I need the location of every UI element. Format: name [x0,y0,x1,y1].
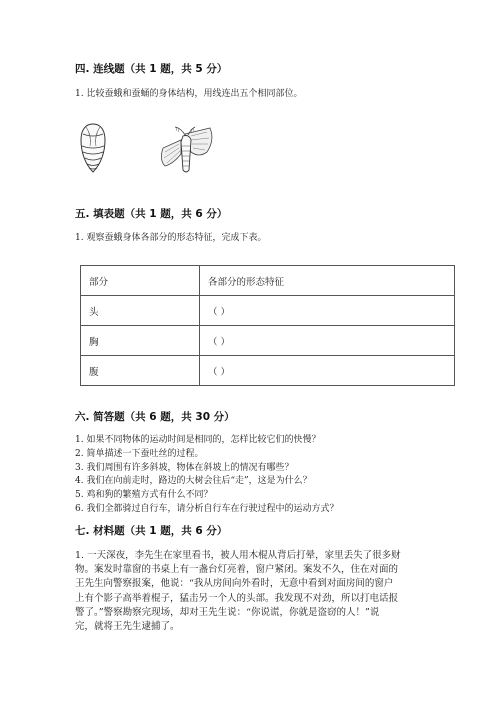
list-item: 2. 简单描述一下蚕吐丝的过程。 [75,448,204,459]
table-header-features: 各部分的形态特征 [200,266,455,296]
paragraph-line: 上有个影子高举着棍子，猛击另一个人的头部。我发现不对劲，所以打电话报 [75,592,399,604]
table-header-row [81,266,455,296]
paragraph-line: 1. 一天深夜，李先生在家里看书，被人用木棍从背后打晕，家里丢失了很多财 [75,550,401,561]
list-item: 4. 我们在向前走时，路边的大树会往后“走”，这是为什么？ [75,476,312,487]
paragraph-line: 王先生向警察报案，他说：“我从房间向外看时，无意中看到对面房间的窗户 [75,578,394,590]
paragraph-line: 完，就将王先生逮捕了。 [75,621,180,633]
section-title-matching: 四. 连线题（共 1 题，共 5 分） [75,63,228,75]
silkmoth-icon [155,126,217,176]
table-cell-part: 腹 [81,356,200,386]
table-row [81,296,455,326]
table-cell-answer: （ ） [200,296,455,326]
features-table [80,265,455,386]
short-answer-list [75,434,338,517]
table-row [81,326,455,356]
paragraph-line: 物。案发时靠窗的书桌上有一盏台灯亮着，窗户紧闭。案发不久，住在对面的 [75,564,399,576]
question-matching: 1. 比较蚕蛾和蚕蛹的身体结构，用线连出五个相同部位。 [75,89,303,99]
table-header-part: 部分 [81,266,200,296]
table-cell-answer: （ ） [200,326,455,356]
list-item: 1. 如果不同物体的运动时间是相同的，怎样比较它们的快慢？ [75,435,321,445]
table-cell-part: 头 [81,296,200,326]
material-paragraph [75,549,460,634]
section-title-material: 七. 材料题（共 1 题，共 6 分） [75,525,228,537]
table-cell-answer: （ ） [200,356,455,386]
question-table: 1. 观察蚕蛾身体各部分的形态特征，完成下表。 [75,233,267,243]
paragraph-line: 警了。”警察勘察完现场，却对王先生说：“你说谎，你就是盗窃的人！”说 [75,606,380,618]
section-title-table: 五. 填表题（共 1 题，共 6 分） [75,208,228,220]
list-item: 3. 我们周围有许多斜坡，物体在斜坡上的情况有哪些？ [75,462,294,473]
table-cell-part: 胸 [81,326,200,356]
pupa-icon [78,122,108,174]
list-item: 6. 我们全都骑过自行车，请分析自行车在行驶过程中的运动方式？ [75,503,339,514]
section-title-short-answer: 六. 简答题（共 6 题，共 30 分） [75,411,235,423]
list-item: 5. 鸡和狗的繁殖方式有什么不同？ [75,490,213,501]
table-row [81,356,455,386]
